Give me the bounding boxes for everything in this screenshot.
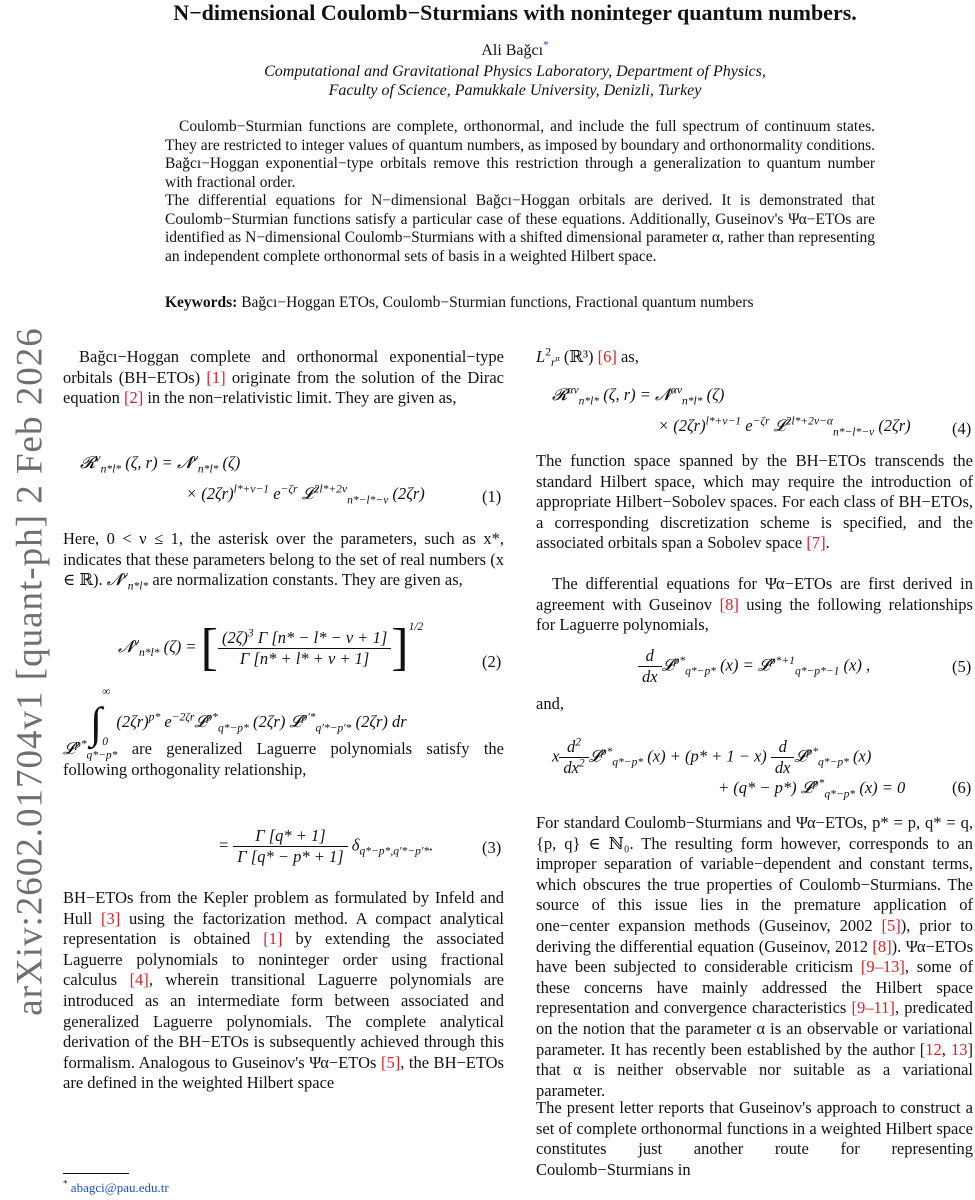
paper-title: N−dimensional Coulomb−Sturmians with noninteger quantum numbers.: [173, 0, 857, 25]
citation-link[interactable]: [7]: [806, 533, 826, 553]
citation-link[interactable]: 13: [951, 1039, 968, 1059]
equation-4-line-2: × $(2\zeta r)^{l*+\nu-1}$ $e^{-\zeta r}$ 𝓛$^{2l*+2\nu-\alpha}_{n*-l*-\nu}$ (2ζr): [658, 415, 911, 439]
right-paragraph-3: The differential equations for Ψα−ETOs are first derived in agreement with Guseinov [8] using the following relationships for Laguerre polynomials,: [536, 574, 973, 635]
left-paragraph-2: Here, 0 < ν ≤ 1, the asterisk over the parameters, such as x*, indicates that these parameters belong to the set of real numbers (x ∈ ℝ). 𝓝$^\nu_{n*l*}$ are normalization constants. They are given as,: [63, 529, 504, 593]
citation-link[interactable]: [4]: [129, 970, 149, 990]
equation-3-line-2: = $\frac{\Gamma [q* + 1]}{\Gamma [q* - p* + 1]}$ $\delta_{q*-p*,q'*-p'*}$.: [218, 826, 434, 866]
left-paragraph-1: Bağcı−Hoggan complete and orthonormal exponential−type orbitals (BH−ETOs) [1] originate from the solution of the Dirac equation [2] in the non−relativistic limit. They are given as,: [63, 347, 504, 408]
citation-link[interactable]: [9–13]: [860, 957, 905, 977]
footnote-mark: *: [63, 1178, 68, 1189]
right-paragraph-4: For standard Coulomb−Sturmians and Ψα−ETOs, p* = p, q* = q, {p, q} ∈ ℕ₀. The resulting form however, corresponds to an improper separation of variable−dependent and constant terms, which obscures the true properties of Coulomb−Sturmians. The source of this issue lies in the premature application of one−center expansion methods (Guseinov, 2002 [5]), prior to deriving the differential equation (Guseinov, 2012 [8]). Ψα−ETOs have been subjected to considerable criticism [9–13], some of these concerns have mainly addressed the Hilbert space representation and convergence characteristics [9–11], predicated on the notion that the parameter α is an observable or variational parameter. It has recently been established by the author [12, 13] that α is neither observable nor suitable as a variational parameter.: [536, 813, 974, 1100]
citation-link[interactable]: [6]: [597, 347, 617, 366]
author-line: [100, 39, 930, 60]
arxiv-identifier-stamp: arXiv:2602.01704v1 [quant-ph] 2 Feb 2026: [9, 327, 51, 1016]
author-name: Ali Bağcı: [481, 42, 544, 59]
abstract-paragraph-1: Coulomb−Sturmian functions are complete, orthonormal, and include the full spectrum of continuum states. They are restricted to integer values of quantum numbers, as imposed by boundary and orthonormality conditions. Bağcı−Hoggan exponential−type orbitals remove this restriction through a generalization to quantum number with fractional order.: [165, 118, 875, 191]
equation-6-line-2: + (q* − p*) 𝓛$^{p*}_{q*-p*}$ (x) = 0: [718, 777, 906, 801]
equation-2: 𝓝$^\nu_{n*l*}$ (ζ) = [ $\frac{(2\zeta)^3 \Gamma [n* - l* - \nu + 1]}{\Gamma [n* + l* + \nu + 1]}$ ]$^{1/2}$: [118, 619, 424, 676]
footnote: [63, 1180, 169, 1196]
citation-link[interactable]: [8]: [719, 594, 739, 614]
equation-number-5: (5): [952, 657, 972, 676]
equation-number-3: (3): [482, 838, 502, 857]
citation-link[interactable]: [1]: [206, 367, 226, 387]
keywords-label: Keywords:: [165, 294, 238, 311]
equation-1-line-2: × $(2\zeta r)^{l*+\nu-1}$ $e^{-\zeta r}$ 𝓛$^{2l*+2\nu}_{n*-l*-\nu}$ (2ζr): [186, 483, 425, 507]
equation-1-line-1: 𝓡$^\nu_{n*l*}$ (ζ, r) = 𝓝$^\nu_{n*l*}$ (ζ): [80, 452, 241, 476]
keywords-line: [165, 294, 875, 313]
citation-link[interactable]: 12: [925, 1039, 942, 1059]
citation-link[interactable]: [2]: [123, 388, 144, 408]
footnote-divider: [63, 1173, 129, 1174]
citation-link[interactable]: [8]: [872, 936, 892, 956]
affiliation-line-2: Faculty of Science, Pamukkale University, Denizli, Turkey: [328, 82, 702, 99]
author-footnote-mark[interactable]: *: [543, 39, 549, 52]
citation-link[interactable]: [5]: [881, 915, 901, 935]
citation-link[interactable]: [5]: [380, 1052, 401, 1072]
affiliation-line-1: Computational and Gravitational Physics Laboratory, Department of Physics,: [264, 63, 766, 80]
right-paragraph-5: The present letter reports that Guseinov's approach to construct a set of complete orthonormal functions in a weighted Hilbert space constitutes just another route for representing Coulomb−Sturmians in: [536, 1098, 973, 1179]
equation-5: $\frac{d}{dx}$ 𝓛$^{p*}_{q*-p*}$ (x) = 𝓛$^{p*+1}_{q*-p*-1}$ (x) ,: [638, 646, 870, 687]
equation-number-6: (6): [952, 778, 972, 797]
equation-number-1: (1): [482, 487, 502, 506]
equation-number-2: (2): [482, 652, 502, 671]
right-paragraph-1: $L^2_{r^\alpha}$ (ℝ³) [6] as,: [536, 346, 639, 370]
right-and-label: and,: [536, 694, 564, 713]
right-paragraph-2: The function space spanned by the BH−ETOs transcends the standard Hilbert space, which may require the introduction of appropriate Hilbert−Sobolev spaces. For each class of BH−ETOs, a corresponding discretization scheme is specified, and the associated orbitals span a Sobolev space [7].: [536, 451, 973, 553]
keywords-text: Bağcı−Hoggan ETOs, Coulomb−Sturmian functions, Fractional quantum numbers: [241, 294, 754, 311]
left-paragraph-3: 𝓛$^{p*}_{q*-p*}$ are generalized Laguerre polynomials satisfy the following orthogonality relationship,: [63, 738, 504, 779]
citation-link[interactable]: [3]: [101, 908, 121, 928]
abstract-paragraph-2: The differential equations for N−dimensional Bağcı−Hoggan orbitals are derived. It is demonstrated that Coulomb−Sturmian functions satisfy a particular case of these equations. Additionally, Guseinov's Ψα−ETOs are identified as N−dimensional Coulomb−Sturmians with a shifted dimensional parameter α, rather than representing an independent complete orthonormal sets of basis in a weighted Hilbert space.: [165, 192, 875, 265]
left-paragraph-4: BH−ETOs from the Kepler problem as formulated by Infeld and Hull [3] using the factorization method. A compact analytical representation is obtained [1] by extending the associated Laguerre polynomials to noninteger order using fractional calculus [4], wherein transitional Laguerre polynomials are introduced as an intermediate form between associated and generalized Laguerre polynomials. The complete analytical derivation of the BH−ETOs is subsequently achieved through this formalism. Analogous to Guseinov's Ψα−ETOs [5], the BH−ETOs are defined in the weighted Hilbert space: [63, 888, 505, 1093]
author-email-link[interactable]: abagci@pau.edu.tr: [70, 1180, 169, 1195]
equation-4-line-1: 𝓡$^{\alpha\nu}_{n*l*}$ (ζ, r) = 𝓝$^{\alpha\nu}_{n*l*}$ (ζ): [552, 384, 725, 408]
equation-number-4: (4): [952, 419, 972, 438]
citation-link[interactable]: [1]: [263, 929, 283, 949]
equation-3-line-1: $\int^\infty_0$ $(2\zeta r)^{p*}$ $e^{-2\zeta r}𝓛^{p*}_{q*-p*}$ (2ζr) 𝓛$^{p'*}_{q'*-p'*}$ (2ζr) dr: [90, 686, 407, 748]
equation-6-line-1: x $\frac{d^2}{dx^2}$ 𝓛$^{p*}_{q*-p*}$ (x) + (p* + 1 − x) $\frac{d}{dx}$ 𝓛$^{p*}_{q*-p*}$ (x): [552, 736, 872, 777]
citation-link[interactable]: [9–11]: [851, 998, 895, 1018]
